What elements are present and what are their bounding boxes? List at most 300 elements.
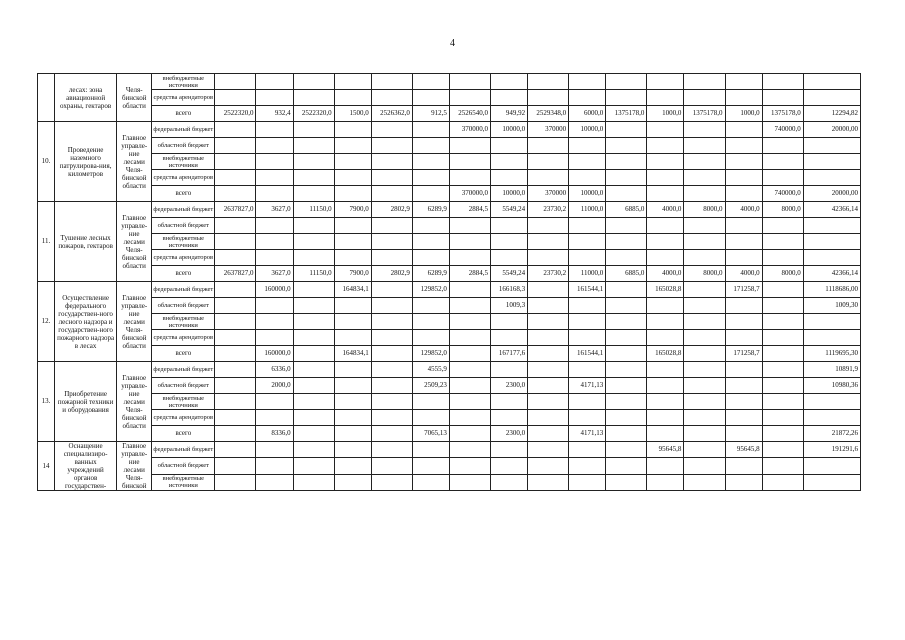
value-cell (606, 426, 647, 442)
table-row (38, 122, 861, 138)
activity-name: Тушение лесных пожаров, гектаров (55, 202, 117, 282)
responsible-org: Главное управле-ние лесами Челя-бинской области (117, 362, 152, 442)
value-cell (803, 330, 860, 346)
value-cell (215, 122, 256, 138)
value-cell (491, 250, 528, 266)
activity-name: лесах: зона авиационной охраны, гектаров (55, 74, 117, 122)
value-cell (606, 330, 647, 346)
value-cell (569, 170, 606, 186)
value-cell (569, 74, 606, 90)
value-cell: 20000,00 (803, 122, 860, 138)
value-cell (684, 442, 725, 458)
value-cell (215, 154, 256, 170)
value-cell (684, 314, 725, 330)
value-cell (412, 186, 449, 202)
value-cell: 4555,9 (412, 362, 449, 378)
value-cell: 4000,0 (725, 202, 762, 218)
funding-source: федеральный бюджет (152, 442, 215, 458)
responsible-org: Главное управле-ние лесами Челя-бинской области (117, 282, 152, 362)
value-cell (293, 474, 334, 490)
value-cell (684, 426, 725, 442)
value-cell: 3627,0 (256, 266, 293, 282)
value-cell (371, 426, 412, 442)
value-cell: 11150,0 (293, 202, 334, 218)
value-cell: 6289,9 (412, 202, 449, 218)
value-cell (725, 410, 762, 426)
funding-source: всего (152, 266, 215, 282)
value-cell (371, 74, 412, 90)
value-cell: 740000,0 (762, 186, 803, 202)
value-cell (762, 154, 803, 170)
value-cell: 10000,0 (569, 122, 606, 138)
value-cell (215, 298, 256, 314)
value-cell (449, 218, 490, 234)
value-cell (803, 394, 860, 410)
value-cell (647, 362, 684, 378)
value-cell (528, 218, 569, 234)
value-cell: 2300,0 (491, 378, 528, 394)
value-cell (528, 362, 569, 378)
value-cell (762, 282, 803, 298)
value-cell (528, 378, 569, 394)
value-cell (725, 186, 762, 202)
value-cell: 1119695,30 (803, 346, 860, 362)
value-cell (569, 362, 606, 378)
value-cell: 4000,0 (647, 266, 684, 282)
value-cell (528, 426, 569, 442)
value-cell (449, 234, 490, 250)
value-cell (803, 74, 860, 90)
funding-source: областной бюджет (152, 458, 215, 474)
value-cell (491, 410, 528, 426)
table-row (38, 442, 861, 458)
value-cell (412, 474, 449, 490)
value-cell: 1375178,0 (684, 106, 725, 122)
value-cell (725, 426, 762, 442)
value-cell (491, 218, 528, 234)
value-cell (606, 282, 647, 298)
value-cell (725, 138, 762, 154)
value-cell: 2522320,0 (215, 106, 256, 122)
value-cell: 171258,7 (725, 282, 762, 298)
value-cell (606, 314, 647, 330)
value-cell: 1375178,0 (762, 106, 803, 122)
value-cell (215, 250, 256, 266)
table-row (38, 410, 861, 426)
value-cell (256, 218, 293, 234)
value-cell (684, 410, 725, 426)
value-cell (371, 170, 412, 186)
value-cell (334, 362, 371, 378)
value-cell (684, 170, 725, 186)
value-cell (569, 330, 606, 346)
value-cell (371, 298, 412, 314)
value-cell (215, 410, 256, 426)
funding-source: областной бюджет (152, 218, 215, 234)
value-cell (215, 378, 256, 394)
funding-source: всего (152, 106, 215, 122)
value-cell (449, 298, 490, 314)
value-cell (449, 330, 490, 346)
value-cell (647, 298, 684, 314)
value-cell (449, 394, 490, 410)
value-cell (528, 442, 569, 458)
value-cell: 164834,1 (334, 282, 371, 298)
value-cell: 4000,0 (647, 202, 684, 218)
value-cell (528, 90, 569, 106)
value-cell (371, 362, 412, 378)
value-cell (256, 474, 293, 490)
value-cell (293, 122, 334, 138)
value-cell (334, 442, 371, 458)
value-cell: 2300,0 (491, 426, 528, 442)
value-cell: 7900,0 (334, 266, 371, 282)
value-cell (528, 138, 569, 154)
value-cell (293, 250, 334, 266)
value-cell (371, 250, 412, 266)
value-cell (684, 458, 725, 474)
value-cell (684, 218, 725, 234)
value-cell (334, 218, 371, 234)
value-cell (491, 394, 528, 410)
value-cell (606, 186, 647, 202)
value-cell: 370000 (528, 122, 569, 138)
value-cell (725, 298, 762, 314)
value-cell (569, 394, 606, 410)
value-cell (215, 474, 256, 490)
value-cell (647, 218, 684, 234)
value-cell (606, 474, 647, 490)
value-cell (684, 474, 725, 490)
value-cell (528, 250, 569, 266)
activity-name: Оснащение специализиро-ванных учреждений органов государствен- (55, 442, 117, 491)
value-cell: 5549,24 (491, 266, 528, 282)
value-cell (684, 282, 725, 298)
value-cell (371, 218, 412, 234)
value-cell (762, 378, 803, 394)
value-cell (803, 234, 860, 250)
funding-source: федеральный бюджет (152, 122, 215, 138)
value-cell (647, 170, 684, 186)
value-cell (762, 170, 803, 186)
value-cell: 6000,0 (569, 106, 606, 122)
funding-source: областной бюджет (152, 138, 215, 154)
value-cell (334, 74, 371, 90)
value-cell (334, 330, 371, 346)
funding-source: федеральный бюджет (152, 362, 215, 378)
value-cell (647, 122, 684, 138)
value-cell (334, 170, 371, 186)
funding-source: внебюджетные источники (152, 234, 215, 250)
value-cell: 8000,0 (762, 266, 803, 282)
value-cell (371, 282, 412, 298)
value-cell: 912,5 (412, 106, 449, 122)
activity-name: Проведение наземного патрулирова-ния, километров (55, 122, 117, 202)
value-cell (256, 298, 293, 314)
value-cell: 10000,0 (491, 122, 528, 138)
value-cell (491, 314, 528, 330)
value-cell (528, 298, 569, 314)
table-row (38, 458, 861, 474)
value-cell (803, 218, 860, 234)
value-cell: 4171,13 (569, 426, 606, 442)
value-cell: 95645,8 (725, 442, 762, 458)
value-cell (412, 154, 449, 170)
value-cell (491, 90, 528, 106)
value-cell: 7065,13 (412, 426, 449, 442)
value-cell: 12294,82 (803, 106, 860, 122)
value-cell: 2509,23 (412, 378, 449, 394)
value-cell (334, 186, 371, 202)
value-cell (215, 90, 256, 106)
value-cell (215, 186, 256, 202)
table-row (38, 90, 861, 106)
value-cell (256, 458, 293, 474)
activity-name: Осуществление федерального государствен-ного лесного надзора и государствен-ного пожарного надзора в лесах (55, 282, 117, 362)
funding-source: средства арендаторов (152, 90, 215, 106)
value-cell (725, 234, 762, 250)
table-row (38, 138, 861, 154)
value-cell (528, 330, 569, 346)
value-cell (762, 74, 803, 90)
value-cell: 949,92 (491, 106, 528, 122)
value-cell (412, 394, 449, 410)
value-cell (449, 170, 490, 186)
table-row (38, 106, 861, 122)
value-cell: 10000,0 (491, 186, 528, 202)
value-cell (256, 154, 293, 170)
value-cell (569, 250, 606, 266)
value-cell (569, 474, 606, 490)
value-cell (334, 410, 371, 426)
value-cell (725, 474, 762, 490)
value-cell: 11150,0 (293, 266, 334, 282)
value-cell (803, 458, 860, 474)
value-cell (215, 362, 256, 378)
section-index: 12. (38, 282, 55, 362)
value-cell (412, 138, 449, 154)
value-cell (256, 234, 293, 250)
value-cell: 7900,0 (334, 202, 371, 218)
value-cell (412, 250, 449, 266)
value-cell: 2526540,0 (449, 106, 490, 122)
value-cell: 2000,0 (256, 378, 293, 394)
section-index: 14 (38, 442, 55, 491)
table-row (38, 474, 861, 490)
value-cell (606, 234, 647, 250)
value-cell: 2802,9 (371, 202, 412, 218)
value-cell (647, 154, 684, 170)
value-cell (528, 458, 569, 474)
value-cell (334, 298, 371, 314)
value-cell: 129852,0 (412, 346, 449, 362)
value-cell (293, 346, 334, 362)
value-cell (449, 426, 490, 442)
value-cell (528, 234, 569, 250)
value-cell: 3627,0 (256, 202, 293, 218)
value-cell (412, 314, 449, 330)
value-cell (293, 410, 334, 426)
table-row (38, 362, 861, 378)
value-cell: 6885,0 (606, 266, 647, 282)
value-cell: 6885,0 (606, 202, 647, 218)
value-cell (334, 138, 371, 154)
value-cell (449, 74, 490, 90)
value-cell (684, 234, 725, 250)
value-cell (256, 442, 293, 458)
value-cell: 1000,0 (647, 106, 684, 122)
value-cell: 21872,26 (803, 426, 860, 442)
funding-source: средства арендаторов (152, 330, 215, 346)
value-cell: 10000,0 (569, 186, 606, 202)
value-cell (762, 410, 803, 426)
value-cell (449, 410, 490, 426)
table-row (38, 234, 861, 250)
value-cell (449, 154, 490, 170)
funding-source: внебюджетные источники (152, 394, 215, 410)
value-cell (256, 90, 293, 106)
value-cell (762, 218, 803, 234)
value-cell: 740000,0 (762, 122, 803, 138)
value-cell (684, 122, 725, 138)
value-cell (412, 442, 449, 458)
value-cell (334, 122, 371, 138)
value-cell (491, 138, 528, 154)
value-cell (256, 186, 293, 202)
activity-name: Приобретение пожарной техники и оборудования (55, 362, 117, 442)
value-cell (293, 170, 334, 186)
table-row (38, 186, 861, 202)
value-cell (491, 154, 528, 170)
value-cell (803, 314, 860, 330)
value-cell (334, 234, 371, 250)
value-cell (647, 250, 684, 266)
value-cell (256, 250, 293, 266)
value-cell (725, 394, 762, 410)
value-cell (371, 186, 412, 202)
value-cell: 166168,3 (491, 282, 528, 298)
value-cell (606, 154, 647, 170)
value-cell: 1000,0 (725, 106, 762, 122)
value-cell (293, 186, 334, 202)
value-cell (803, 154, 860, 170)
value-cell (606, 378, 647, 394)
value-cell (528, 346, 569, 362)
value-cell (762, 362, 803, 378)
value-cell (684, 394, 725, 410)
value-cell: 191291,6 (803, 442, 860, 458)
value-cell (528, 474, 569, 490)
value-cell (569, 90, 606, 106)
value-cell (371, 346, 412, 362)
funding-source: областной бюджет (152, 378, 215, 394)
value-cell (412, 74, 449, 90)
value-cell (647, 474, 684, 490)
value-cell (569, 458, 606, 474)
value-cell (256, 410, 293, 426)
value-cell (684, 74, 725, 90)
value-cell (371, 154, 412, 170)
value-cell (684, 138, 725, 154)
value-cell (647, 426, 684, 442)
value-cell (449, 90, 490, 106)
value-cell (215, 170, 256, 186)
value-cell: 6336,0 (256, 362, 293, 378)
value-cell (606, 218, 647, 234)
funding-source: всего (152, 346, 215, 362)
value-cell (762, 394, 803, 410)
value-cell (725, 218, 762, 234)
value-cell (569, 138, 606, 154)
funding-source: средства арендаторов (152, 250, 215, 266)
value-cell (606, 442, 647, 458)
value-cell (528, 314, 569, 330)
responsible-org: Главное управле-ние лесами Челя-бинской (117, 442, 152, 491)
value-cell (491, 362, 528, 378)
value-cell (528, 170, 569, 186)
value-cell: 5549,24 (491, 202, 528, 218)
value-cell: 6289,9 (412, 266, 449, 282)
value-cell (762, 442, 803, 458)
value-cell (491, 474, 528, 490)
value-cell (215, 458, 256, 474)
value-cell (762, 474, 803, 490)
value-cell (803, 474, 860, 490)
value-cell: 2637827,0 (215, 202, 256, 218)
funding-source: средства арендаторов (152, 410, 215, 426)
value-cell (762, 314, 803, 330)
value-cell (449, 362, 490, 378)
value-cell (528, 410, 569, 426)
value-cell: 8000,0 (684, 202, 725, 218)
funding-source: внебюджетные источники (152, 474, 215, 490)
value-cell: 2884,5 (449, 266, 490, 282)
value-cell: 2522320,0 (293, 106, 334, 122)
value-cell (256, 394, 293, 410)
value-cell (334, 426, 371, 442)
value-cell (725, 170, 762, 186)
value-cell (606, 122, 647, 138)
table-row (38, 170, 861, 186)
value-cell (491, 234, 528, 250)
value-cell: 11000,0 (569, 266, 606, 282)
value-cell: 1375178,0 (606, 106, 647, 122)
value-cell (334, 250, 371, 266)
value-cell: 2884,5 (449, 202, 490, 218)
value-cell: 10891,9 (803, 362, 860, 378)
value-cell (647, 138, 684, 154)
value-cell: 167177,6 (491, 346, 528, 362)
value-cell (412, 90, 449, 106)
value-cell (215, 138, 256, 154)
table-row (38, 266, 861, 282)
value-cell (569, 298, 606, 314)
value-cell: 370000,0 (449, 122, 490, 138)
value-cell (449, 250, 490, 266)
value-cell (762, 426, 803, 442)
value-cell: 8336,0 (256, 426, 293, 442)
value-cell: 161544,1 (569, 282, 606, 298)
value-cell (725, 378, 762, 394)
value-cell (293, 282, 334, 298)
value-cell (684, 250, 725, 266)
value-cell (293, 458, 334, 474)
value-cell (256, 330, 293, 346)
value-cell (725, 90, 762, 106)
value-cell (647, 410, 684, 426)
funding-source: внебюджетные источники (152, 314, 215, 330)
value-cell (606, 362, 647, 378)
